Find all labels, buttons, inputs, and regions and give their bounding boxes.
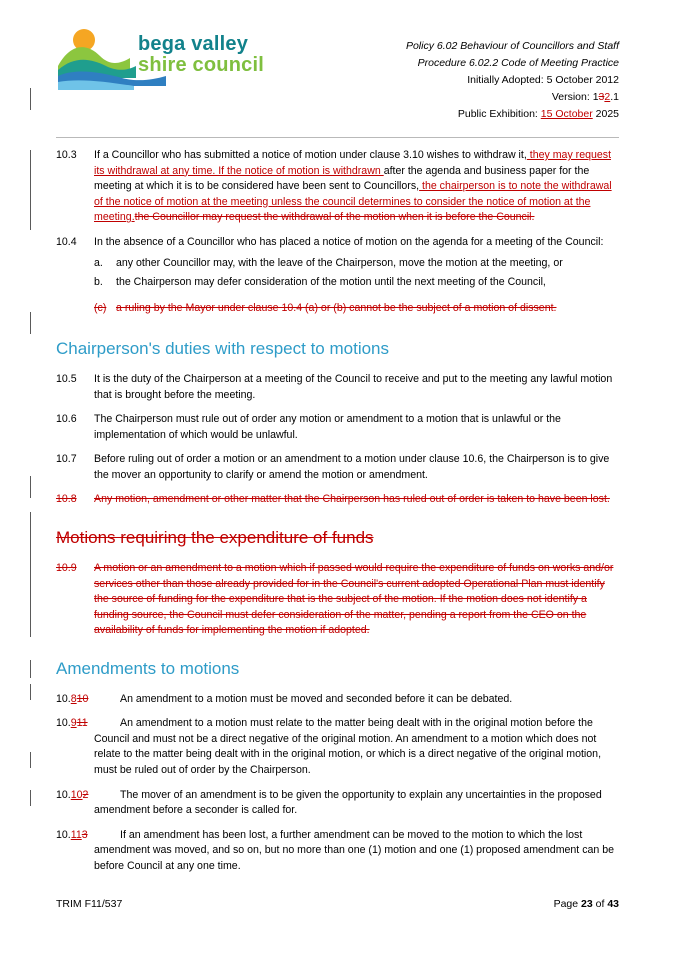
clause-10-4 — [56, 235, 619, 319]
exhibition-date-new: 15 October — [540, 108, 593, 120]
clause-amend-3 — [56, 788, 619, 819]
version-label: Version: 1 — [551, 91, 599, 103]
list-item — [94, 275, 619, 291]
clause-10-9-deleted — [56, 561, 619, 639]
clause-number-old: 2 — [82, 788, 89, 801]
list-text: any other Councillor may, with the leave of the Chairperson, move the motion at the meeting, or — [116, 257, 563, 270]
clause-10-5 — [56, 372, 619, 403]
clause-10-3 — [56, 148, 619, 226]
page-total: 43 — [607, 898, 619, 910]
clause-number-prefix: 10. — [56, 828, 71, 841]
clause-number: 10.7 — [56, 453, 77, 466]
inserted-text: the chairperson is to note the withdrawal of the notice of motion at the meeting unless the council determines to consider the notice of motion at the meeting. — [94, 180, 612, 224]
change-bar — [30, 512, 31, 637]
clause-number: 10.9 — [56, 561, 77, 574]
deleted-text: the Councillor may request the withdrawal of the motion when it is before the Council. — [134, 211, 535, 224]
clause-text — [94, 235, 619, 319]
clause-amend-4 — [56, 828, 619, 875]
clause-number — [56, 828, 94, 875]
exhibition-line — [406, 106, 619, 123]
change-bar — [30, 660, 31, 678]
clause-text — [94, 788, 619, 819]
policy-title: Policy 6.02 Behaviour of Councillors and Staff — [405, 40, 619, 52]
text-run: If an amendment has been lost, a further amendment can be moved to the motion to which the lost amendment was moved, and so on, but no more than one (1) motion and one (1) proposed amendment can be before Council at any one time. — [94, 828, 614, 872]
clause-number — [56, 788, 94, 819]
logo-wordmark — [138, 34, 264, 76]
text-run: In the absence of a Councillor who has placed a notice of motion on the agenda for a meeting of the Council: — [94, 235, 604, 248]
section-heading-chairperson-duties: Chairperson's duties with respect to motions — [56, 339, 390, 359]
page-current: 23 — [581, 898, 593, 910]
change-bar — [30, 790, 31, 806]
clause-text — [94, 148, 619, 226]
clause-text — [94, 716, 619, 778]
page-prefix: Page — [553, 898, 582, 910]
clause-number — [56, 716, 94, 778]
header-metadata — [406, 22, 619, 123]
logo-line-1: bega valley — [138, 33, 249, 55]
logo-line-2: shire council — [138, 54, 264, 76]
text-run: after the agenda and business paper for the meeting at which it is to be considered have been sent to Councillors, — [94, 164, 590, 193]
page-footer — [56, 898, 619, 910]
list-marker: b. — [94, 275, 103, 288]
change-bar — [30, 88, 31, 110]
clause-number-old: 3 — [81, 828, 88, 841]
page-of: of — [592, 898, 608, 910]
procedure-title: Procedure 6.02.2 Code of Meeting Practice — [417, 57, 619, 69]
clause-text — [94, 692, 619, 708]
clause-number-new: 9 — [70, 717, 77, 730]
clause-number-old: 11 — [76, 717, 88, 730]
inserted-text: they may request its withdrawal at any time. If the notice of motion is withdrawn — [94, 149, 612, 177]
clause-text — [94, 828, 619, 875]
version-new: 2 — [604, 91, 611, 103]
version-suffix: .1 — [610, 91, 619, 103]
council-logo — [56, 22, 276, 92]
clause-number: 10.5 — [56, 373, 77, 386]
clause-text: The Chairperson must rule out of order any motion or amendment to a motion that is unlawful or the implementation of which would be unlawful. — [94, 413, 561, 441]
text-run: An amendment to a motion must be moved and seconded before it can be debated. — [120, 692, 513, 705]
section-heading-motions-expenditure: Motions requiring the expenditure of funds — [56, 527, 374, 547]
clause-sublist — [94, 256, 619, 316]
exhibition-year: 2025 — [592, 108, 619, 120]
change-bar — [30, 312, 31, 334]
clause-number: 10.6 — [56, 413, 77, 426]
change-bar — [30, 150, 31, 230]
change-bar — [30, 476, 31, 498]
change-bar — [30, 684, 31, 700]
clause-number: 10.4 — [56, 235, 77, 248]
list-text: the Chairperson may defer consideration of the motion until the next meeting of the Council, — [116, 275, 546, 288]
clause-text: It is the duty of the Chairperson at a meeting of the Council to receive and put to the meeting any lawful motion that is brought before the meeting. — [94, 373, 613, 401]
clause-number — [56, 692, 94, 708]
clause-number-prefix: 10. — [56, 788, 71, 801]
clause-number-prefix: 10. — [56, 717, 71, 730]
page-number — [554, 898, 619, 910]
exhibition-label: Public Exhibition: — [457, 108, 541, 120]
clause-10-8-deleted — [56, 492, 619, 508]
clause-number-new: 11 — [70, 828, 82, 841]
clause-number-old: 10 — [76, 692, 89, 705]
clause-10-7 — [56, 452, 619, 483]
text-run: The mover of an amendment is to be given the opportunity to explain any uncertainties in the proposed amendment before a seconder is called for. — [94, 788, 602, 817]
clause-number-prefix: 10. — [56, 692, 71, 705]
version-line — [406, 89, 619, 106]
clause-number: 10.8 — [56, 493, 77, 506]
list-marker: (c) — [94, 301, 107, 314]
list-marker: a. — [94, 257, 103, 270]
clause-amend-1 — [56, 692, 619, 708]
list-item — [94, 301, 619, 317]
section-heading-amendments: Amendments to motions — [56, 658, 240, 678]
text-run: An amendment to a motion must relate to the matter being dealt with in the original motion before the Council and must not be a direct negative of the original motion. An amendment to a motion which does not relate to the matter being dealt with in the original motion, or which is a direct negative of the original motion, must be ruled out of order by the Chairperson. — [94, 717, 602, 777]
version-old: 3 — [598, 91, 605, 103]
trim-reference: TRIM F11/537 — [56, 898, 123, 910]
deleted-text: A motion or an amendment to a motion which if passed would require the expenditure of funds on works and/or services other than those already provided for in the Council's current adopted Operational Plan must identify the source of funding for the expenditure that is the subject of the motion. If the motion does not identify a funding source, the Council must defer consideration of the matter, pending a report from the CEO on the availability of funds for implementing the motion if adopted. — [94, 561, 614, 637]
clause-number-new: 10 — [70, 788, 83, 801]
deleted-text: Any motion, amendment or other matter that the Chairperson has ruled out of order is taken to have been lost. — [94, 493, 610, 506]
clause-amend-2 — [56, 716, 619, 778]
change-bar — [30, 752, 31, 768]
document-body — [0, 138, 675, 874]
deleted-text: a ruling by the Mayor under clause 10.4 (a) or (b) cannot be the subject of a motion of dissent. — [116, 301, 557, 314]
clause-10-6 — [56, 412, 619, 443]
adopted-date: Initially Adopted: 5 October 2012 — [467, 74, 619, 86]
clause-text: Before ruling out of order a motion or an amendment to a motion under clause 10.6, the Chairperson is to give the mover an opportunity to clarify or amend the motion or amendment. — [94, 453, 610, 481]
clause-number: 10.3 — [56, 149, 77, 161]
page-header — [0, 0, 675, 123]
list-item — [94, 256, 619, 272]
text-run: If a Councillor who has submitted a notice of motion under clause 3.10 wishes to withdraw it, — [94, 149, 527, 161]
clause-number-new: 8 — [70, 692, 77, 705]
